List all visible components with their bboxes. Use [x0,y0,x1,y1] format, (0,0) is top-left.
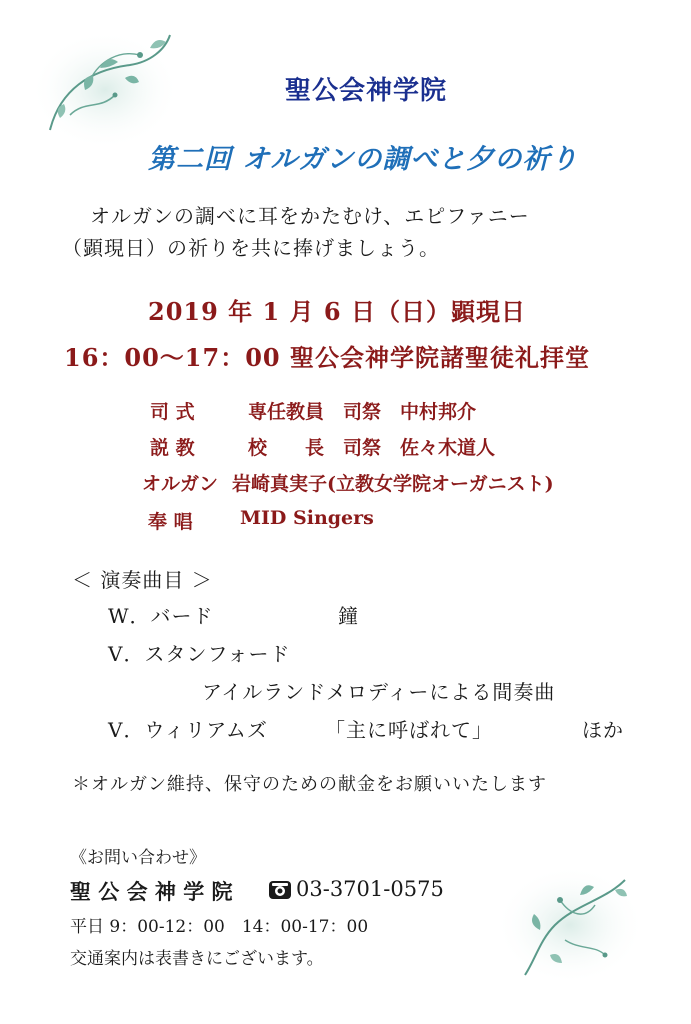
contact-heading: 《お問い合わせ》 [70,848,206,868]
program-composer: W．バード [108,604,214,628]
contact-name: 聖 公 会 神 学 院 [70,879,233,904]
role-person: 岩崎真実子(立教女学院オーガニスト) [232,473,554,495]
program-piece: 「主に呼ばれて」 [325,718,493,742]
program-piece: 鐘 [338,604,359,628]
event-time-place: 16：00～17：00 聖公会神学院諸聖徒礼拝堂 [64,343,590,372]
contact-hours: 平日 9：00-12：00 14：00-17：00 [70,917,369,937]
role-person: MID Singers [240,507,374,529]
program-composer: V．スタンフォード [108,642,291,666]
floral-ornament-bottom-right [495,860,645,990]
intro-line-2: （顕現日）の祈りを共に捧げましょう。 [62,236,440,260]
event-date: 2019 年 1 月 6 日（日）顕現日 [148,297,526,326]
contact-phone: 03-3701-0575 [296,877,444,901]
event-title: 第二回 オルガンの調べと夕の祈り [148,144,579,175]
role-person: 校 長 司祭 佐々木道人 [248,437,496,459]
program-heading: ＜ 演奏曲目 ＞ [72,568,213,592]
role-label: オルガン [142,473,219,495]
organization-title: 聖公会神学院 [285,76,448,106]
role-label: 説 教 [150,437,195,459]
role-label: 司 式 [150,401,195,423]
role-label: 奉 唱 [148,511,193,533]
program-composer: V．ウィリアムズ [108,718,268,742]
role-person: 専任教員 司祭 中村邦介 [248,401,477,423]
donation-note: ＊オルガン維持、保守のための献金をお願いいたします [72,774,547,795]
contact-access: 交通案内は表書きにございます。 [70,949,324,969]
program-piece: アイルランドメロディーによる間奏曲 [202,680,556,704]
floral-ornament-top-left [30,20,180,150]
phone-icon [268,880,292,900]
intro-line-1: オルガンの調べに耳をかたむけ、エピファニー [90,204,530,228]
program-extra: ほか [582,718,624,742]
